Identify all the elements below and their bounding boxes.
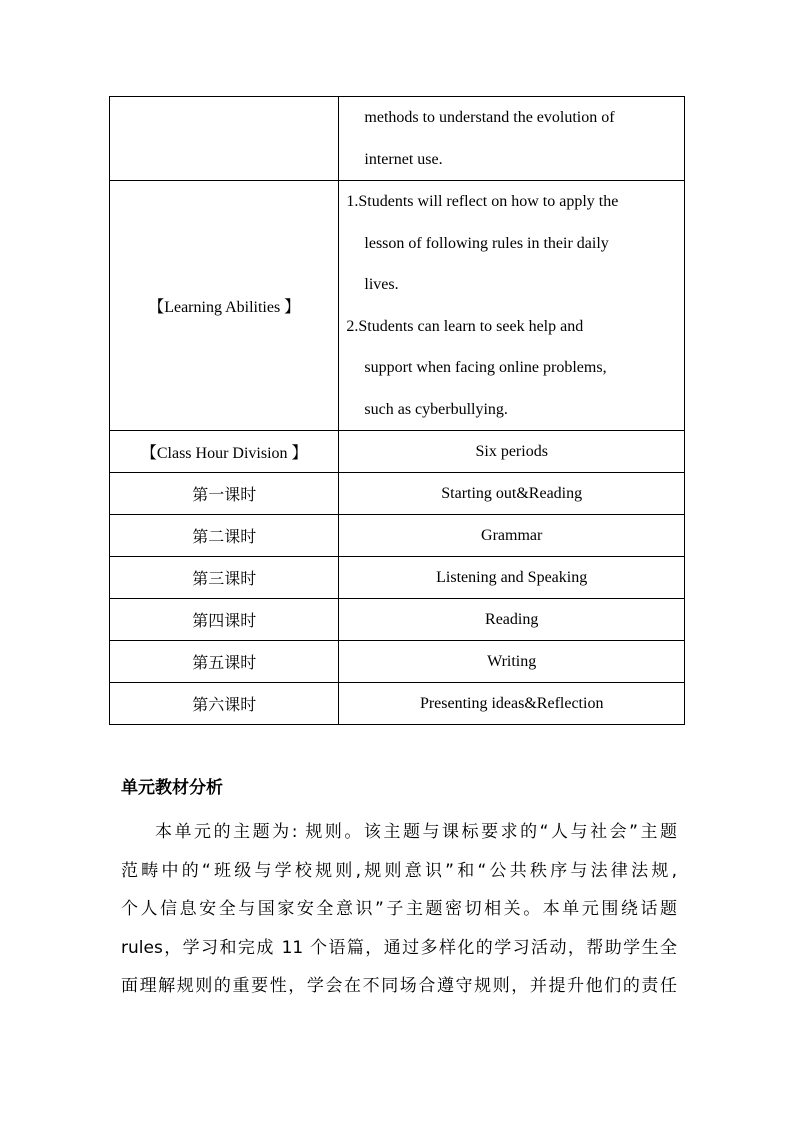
ability-item-1 [339,181,684,306]
ability-item-number: 1. [346,193,359,210]
analysis-section-title: 单元教材分析 [121,778,223,798]
period-value: Reading [339,599,685,641]
table-row-period [110,515,685,557]
period-value: Listening and Speaking [339,557,685,599]
ability-item-number: 2. [346,317,359,335]
objectives-line: methods to understand the evolution of [364,109,615,126]
analysis-line: 面理解规则的重要性，学会在不同场合遵守规则，并提升他们的责任 [121,976,677,996]
period-value: Grammar [339,515,685,557]
ability-item-2 [339,306,684,431]
objectives-value-cell [339,97,685,181]
period-label: 第五课时 [110,641,339,683]
learning-abilities-value-cell [339,181,685,431]
period-value: Starting out&Reading [339,473,685,515]
ability-item-text: lesson of following rules in their daily [364,234,609,252]
analysis-line: rules，学习和完成 11 个语篇，通过多样化的学习活动，帮助学生全 [121,937,677,958]
period-value: Writing [339,641,685,683]
objectives-line: internet use. [364,150,443,168]
ability-item-text: lives. [364,276,399,293]
analysis-line: 本单元的主题为: 规则。该主题与课标要求的“人与社会”主题 [155,822,677,842]
table-row-period [110,473,685,515]
table-row-learning-abilities [110,181,685,431]
analysis-paragraph [121,813,677,1006]
period-value: Presenting ideas&Reflection [339,683,685,725]
period-label: 第四课时 [110,599,339,641]
class-hour-division-label: 【Class Hour Division 】 [110,431,339,473]
table-row-period [110,683,685,725]
period-label: 第六课时 [110,683,339,725]
table-row-period [110,557,685,599]
learning-abilities-label: 【Learning Abilities 】 [110,181,339,431]
table-row-objectives-continued [110,97,685,181]
table-row-period [110,641,685,683]
analysis-line: 范畴中的“班级与学校规则,规则意识”和“公共秩序与法律法规, [121,860,677,881]
table-row-period [110,599,685,641]
period-label: 第三课时 [110,557,339,599]
ability-item-text: Students will reflect on how to apply the [358,193,619,210]
class-hour-division-value: Six periods [339,431,685,473]
period-label: 第二课时 [110,515,339,557]
analysis-line: 个人信息安全与国家安全意识”子主题密切相关。本单元围绕话题 [121,899,677,919]
ability-item-text: Students can learn to seek help and [358,317,584,335]
lesson-plan-table [109,96,685,725]
ability-item-text: support when facing online problems, [364,359,607,376]
ability-item-text: such as cyberbullying. [364,400,508,418]
table-row-class-hour-division [110,431,685,473]
objectives-label-cell [110,97,339,181]
period-label: 第一课时 [110,473,339,515]
